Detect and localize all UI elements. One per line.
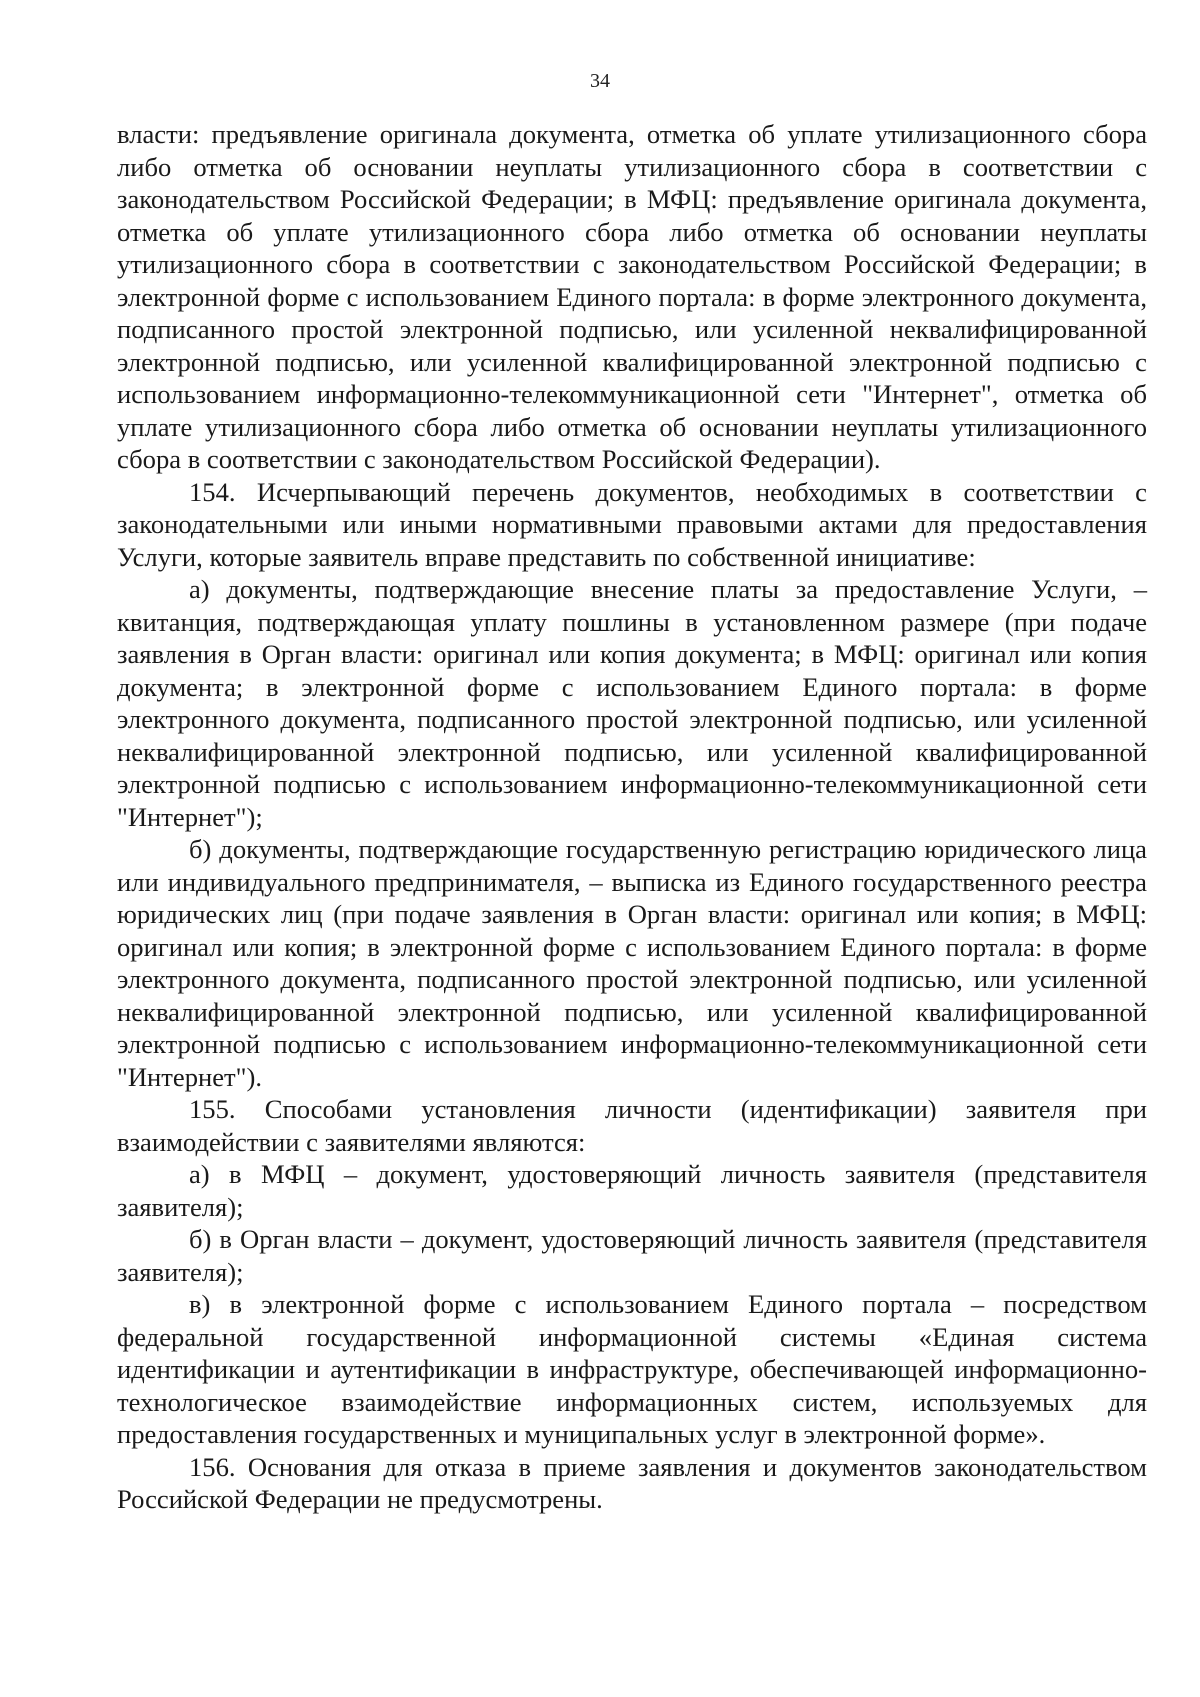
paragraph-155-a: а) в МФЦ – документ, удостоверяющий личность заявителя (представителя заявителя);	[117, 1159, 1147, 1222]
paragraph-154: 154. Исчерпывающий перечень документов, необходимых в соответствии с законодательными или иными нормативными правовыми актами для предоставления Услуги, которые заявитель вправе представить по собственной инициативе:	[117, 476, 1147, 572]
paragraph-continuation: власти: предъявление оригинала документа, отметка об уплате утилизационного сбора либо отметка об основании неуплаты утилизационного сбора в соответствии с законодательством Российской Федерации; в МФЦ: предъявление оригинала документа, отметка об уплате утилизационного сбора либо отметка об основании неуплаты утилизационного сбора в соответствии с законодательством Российской Федерации; в электронной форме с использованием Единого портала: в форме электронного документа, подписанного простой электронной подписью, или усиленной неквалифицированной электронной подписью, или усиленной квалифицированной электронной подписью с использованием информационно-телекоммуникационной сети "Интернет", отметка об уплате утилизационного сбора либо отметка об основании неуплаты утилизационного сбора в соответствии с законодательством Российской Федерации).	[117, 119, 1147, 474]
document-body	[117, 118, 1147, 1516]
paragraph-154-b: б) документы, подтверждающие государственную регистрацию юридического лица или индивидуального предпринимателя, – выписка из Единого государственного реестра юридических лиц (при подаче заявления в Орган власти: оригинал или копия; в МФЦ: оригинал или копия; в электронной форме с использованием Единого портала: в форме электронного документа, подписанного простой электронной подписью, или усиленной неквалифицированной электронной подписью, или усиленной квалифицированной электронной подписью с использованием информационно-телекоммуникационной сети "Интернет").	[117, 834, 1147, 1092]
paragraph-155-v: в) в электронной форме с использованием Единого портала – посредством федеральной государственной информационной системы «Единая система идентификации и аутентификации в инфраструктуре, обеспечивающей информационно-технологическое взаимодействие информационных систем, используемых для предоставления государственных и муниципальных услуг в электронной форме».	[117, 1289, 1147, 1449]
paragraph-155: 155. Способами установления личности (идентификации) заявителя при взаимодействии с заявителями являются:	[117, 1094, 1147, 1157]
paragraph-155-b: б) в Орган власти – документ, удостоверяющий личность заявителя (представителя заявителя);	[117, 1224, 1147, 1287]
paragraph-156: 156. Основания для отказа в приеме заявления и документов законодательством Российской Федерации не предусмотрены.	[117, 1451, 1147, 1514]
paragraph-154-a: а) документы, подтверждающие внесение платы за предоставление Услуги, – квитанция, подтверждающая уплату пошлины в установленном размере (при подаче заявления в Орган власти: оригинал или копия документа; в МФЦ: оригинал или копия документа; в электронной форме с использованием Единого портала: в форме электронного документа, подписанного простой электронной подписью, или усиленной неквалифицированной электронной подписью, или усиленной квалифицированной электронной подписью с использованием информационно-телекоммуникационной сети "Интернет");	[117, 574, 1147, 832]
page-number: 34	[590, 70, 610, 92]
